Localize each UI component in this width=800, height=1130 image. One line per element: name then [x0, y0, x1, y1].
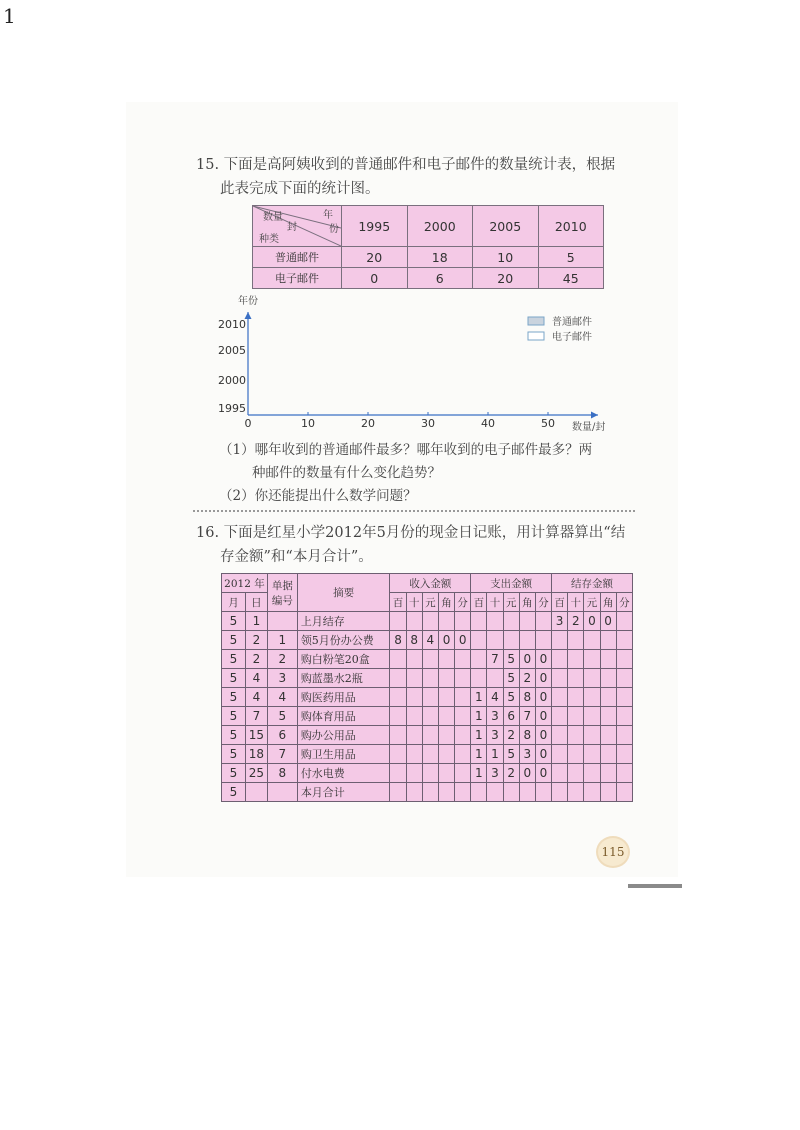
exp-digit-cell: 0	[519, 764, 535, 783]
digit-header: 十	[568, 593, 584, 612]
summary-cell: 付水电费	[297, 764, 390, 783]
exp-digit-cell: 7	[519, 707, 535, 726]
inc-digit-cell: 0	[438, 631, 454, 650]
bal-digit-cell	[584, 688, 600, 707]
exp-digit-cell	[535, 783, 551, 802]
inc-digit-cell	[406, 688, 422, 707]
inc-digit-cell	[406, 650, 422, 669]
inc-digit-cell	[422, 688, 438, 707]
table-row	[253, 247, 604, 268]
month-cell: 5	[222, 612, 246, 631]
x-tick-label: 30	[421, 417, 435, 430]
month-cell: 5	[222, 726, 246, 745]
exp-digit-cell: 0	[519, 650, 535, 669]
inc-digit-cell: 0	[455, 631, 471, 650]
exp-digit-cell	[535, 631, 551, 650]
table-row	[222, 764, 633, 783]
inc-digit-cell	[406, 764, 422, 783]
inc-digit-cell	[390, 612, 406, 631]
inc-digit-cell	[406, 726, 422, 745]
summary-cell: 购蓝墨水2瓶	[297, 669, 390, 688]
inc-digit-cell	[455, 783, 471, 802]
q15-sub1-line1: （1）哪年收到的普通邮件最多？哪年收到的电子邮件最多？两	[219, 442, 593, 458]
h-day: 日	[245, 593, 267, 612]
inc-digit-cell: 8	[406, 631, 422, 650]
value-cell: 0	[342, 268, 408, 289]
inc-digit-cell	[390, 707, 406, 726]
bal-digit-cell	[600, 707, 616, 726]
bal-digit-cell	[616, 631, 632, 650]
y-tick-label: 2005	[218, 344, 246, 357]
x-tick-label: 0	[244, 417, 252, 430]
bal-digit-cell	[552, 783, 568, 802]
inc-digit-cell	[438, 745, 454, 764]
month-cell: 5	[222, 745, 246, 764]
voucher-cell	[267, 612, 297, 631]
table-row	[222, 669, 633, 688]
inc-digit-cell	[406, 783, 422, 802]
bal-digit-cell	[552, 764, 568, 783]
inc-digit-cell	[438, 707, 454, 726]
inc-digit-cell	[455, 745, 471, 764]
summary-cell: 购体育用品	[297, 707, 390, 726]
exp-digit-cell: 0	[535, 707, 551, 726]
inc-digit-cell	[406, 669, 422, 688]
q15-sub2: （2）你还能提出什么数学问题？	[219, 488, 417, 504]
exp-digit-cell	[503, 783, 519, 802]
bal-digit-cell	[616, 745, 632, 764]
inc-digit-cell	[422, 707, 438, 726]
month-cell: 5	[222, 688, 246, 707]
bal-digit-cell	[584, 650, 600, 669]
bal-digit-cell	[552, 669, 568, 688]
inc-digit-cell	[390, 650, 406, 669]
inc-digit-cell: 4	[422, 631, 438, 650]
exp-digit-cell	[471, 783, 487, 802]
h-income: 收入金额	[390, 574, 471, 593]
inc-digit-cell	[438, 688, 454, 707]
exp-digit-cell	[519, 612, 535, 631]
month-cell: 5	[222, 650, 246, 669]
month-cell: 5	[222, 669, 246, 688]
q16-ledger-table	[221, 573, 633, 802]
exp-digit-cell	[519, 631, 535, 650]
voucher-cell: 2	[267, 650, 297, 669]
inc-digit-cell	[406, 745, 422, 764]
exp-digit-cell: 0	[535, 764, 551, 783]
bal-digit-cell	[568, 688, 584, 707]
q15-diagonal-header	[253, 206, 342, 247]
summary-cell: 领5月份办公费	[297, 631, 390, 650]
month-cell: 5	[222, 764, 246, 783]
voucher-cell: 4	[267, 688, 297, 707]
bal-digit-cell	[600, 726, 616, 745]
exp-digit-cell	[487, 612, 503, 631]
month-cell: 5	[222, 783, 246, 802]
table-row	[222, 650, 633, 669]
month-cell: 5	[222, 631, 246, 650]
bal-digit-cell	[568, 650, 584, 669]
exp-digit-cell: 1	[487, 745, 503, 764]
bal-digit-cell	[568, 745, 584, 764]
exp-digit-cell: 1	[471, 764, 487, 783]
exp-digit-cell	[471, 650, 487, 669]
exp-digit-cell: 5	[503, 669, 519, 688]
bal-digit-cell	[552, 726, 568, 745]
h-balance: 结存金额	[552, 574, 633, 593]
inc-digit-cell	[455, 650, 471, 669]
exp-digit-cell: 2	[503, 726, 519, 745]
table-row	[222, 726, 633, 745]
table-row	[253, 268, 604, 289]
bal-digit-cell	[600, 650, 616, 669]
inc-digit-cell	[422, 764, 438, 783]
exp-digit-cell: 5	[503, 688, 519, 707]
legend-label: 普通邮件	[552, 317, 592, 328]
bal-digit-cell	[568, 726, 584, 745]
value-cell: 18	[407, 247, 473, 268]
voucher-cell: 3	[267, 669, 297, 688]
h-month: 月	[222, 593, 246, 612]
bal-digit-cell	[568, 707, 584, 726]
inc-digit-cell	[390, 764, 406, 783]
digit-header: 元	[422, 593, 438, 612]
legend-swatch	[528, 317, 544, 325]
y-tick-label: 2000	[218, 374, 246, 387]
q16-title-line2: 存金额”和“本月合计”。	[220, 549, 373, 565]
bal-digit-cell	[616, 688, 632, 707]
exp-digit-cell	[535, 612, 551, 631]
exp-digit-cell: 1	[471, 745, 487, 764]
exp-digit-cell: 0	[535, 688, 551, 707]
bal-digit-cell	[616, 669, 632, 688]
bal-digit-cell	[584, 707, 600, 726]
bal-digit-cell	[584, 726, 600, 745]
bal-digit-cell	[568, 764, 584, 783]
day-cell: 4	[245, 688, 267, 707]
q15-table	[252, 205, 604, 289]
y-tick-label: 1995	[218, 402, 246, 415]
exp-digit-cell: 0	[535, 726, 551, 745]
bal-digit-cell: 0	[600, 612, 616, 631]
exp-digit-cell: 7	[487, 650, 503, 669]
corner-number: 1	[3, 4, 16, 28]
inc-digit-cell	[455, 688, 471, 707]
inc-digit-cell	[406, 612, 422, 631]
summary-cell: 本月合计	[297, 783, 390, 802]
exp-digit-cell	[471, 631, 487, 650]
digit-header: 百	[390, 593, 406, 612]
day-cell: 4	[245, 669, 267, 688]
bal-digit-cell: 2	[568, 612, 584, 631]
exp-digit-cell: 3	[487, 707, 503, 726]
exp-digit-cell: 2	[503, 764, 519, 783]
bal-digit-cell	[616, 783, 632, 802]
digit-header: 分	[535, 593, 551, 612]
bal-digit-cell	[600, 631, 616, 650]
table-row	[222, 631, 633, 650]
inc-digit-cell	[438, 764, 454, 783]
bal-digit-cell	[584, 631, 600, 650]
exp-digit-cell	[471, 669, 487, 688]
x-tick-label: 40	[481, 417, 495, 430]
inc-digit-cell	[422, 745, 438, 764]
inc-digit-cell	[455, 764, 471, 783]
inc-digit-cell: 8	[390, 631, 406, 650]
decorative-bar	[628, 884, 682, 888]
row-label: 普通邮件	[253, 247, 342, 268]
exp-digit-cell	[487, 631, 503, 650]
table-row	[222, 612, 633, 631]
year-cell: 1995	[342, 206, 408, 247]
q15-title-line1: 15. 下面是高阿姨收到的普通邮件和电子邮件的数量统计表，根据	[196, 157, 616, 173]
header-year: 年	[323, 210, 333, 221]
bal-digit-cell	[584, 764, 600, 783]
exp-digit-cell: 0	[535, 669, 551, 688]
summary-cell: 购白粉笔20盒	[297, 650, 390, 669]
exp-digit-cell	[487, 783, 503, 802]
bal-digit-cell	[600, 669, 616, 688]
exp-digit-cell: 3	[519, 745, 535, 764]
day-cell	[245, 783, 267, 802]
day-cell: 18	[245, 745, 267, 764]
exp-digit-cell: 6	[503, 707, 519, 726]
bal-digit-cell	[584, 669, 600, 688]
bal-digit-cell	[584, 745, 600, 764]
year-cell: 2005	[473, 206, 539, 247]
bal-digit-cell	[552, 688, 568, 707]
day-cell: 1	[245, 612, 267, 631]
inc-digit-cell	[422, 612, 438, 631]
inc-digit-cell	[390, 745, 406, 764]
value-cell: 10	[473, 247, 539, 268]
bal-digit-cell	[568, 669, 584, 688]
x-tick-label: 10	[301, 417, 315, 430]
bal-digit-cell	[552, 631, 568, 650]
day-cell: 15	[245, 726, 267, 745]
year-cell: 2010	[538, 206, 604, 247]
inc-digit-cell	[422, 650, 438, 669]
bal-digit-cell	[616, 650, 632, 669]
inc-digit-cell	[422, 669, 438, 688]
page-number: 115	[598, 838, 628, 866]
exp-digit-cell	[487, 669, 503, 688]
voucher-cell: 1	[267, 631, 297, 650]
digit-header: 角	[438, 593, 454, 612]
inc-digit-cell	[438, 669, 454, 688]
exp-digit-cell: 2	[519, 669, 535, 688]
day-cell: 2	[245, 631, 267, 650]
value-cell: 20	[473, 268, 539, 289]
legend-label: 电子邮件	[552, 332, 592, 343]
legend-swatch	[528, 332, 544, 340]
header-quantity: 数量	[263, 212, 283, 223]
inc-digit-cell	[438, 726, 454, 745]
bal-digit-cell	[568, 631, 584, 650]
table-row	[222, 783, 633, 802]
q15-title-line2: 此表完成下面的统计图。	[220, 181, 380, 197]
exp-digit-cell	[503, 631, 519, 650]
bal-digit-cell	[600, 688, 616, 707]
summary-cell: 购卫生用品	[297, 745, 390, 764]
h-expense: 支出金额	[471, 574, 552, 593]
bal-digit-cell	[600, 783, 616, 802]
value-cell: 6	[407, 268, 473, 289]
bal-digit-cell	[552, 707, 568, 726]
chart-xlabel: 数量/封	[572, 422, 606, 433]
exp-digit-cell: 1	[471, 688, 487, 707]
day-cell: 2	[245, 650, 267, 669]
header-letter: 封	[287, 222, 297, 233]
bal-digit-cell	[616, 764, 632, 783]
header-kind: 种类	[259, 234, 279, 245]
header-part: 份	[329, 224, 339, 235]
summary-cell: 购医药用品	[297, 688, 390, 707]
inc-digit-cell	[455, 612, 471, 631]
h-voucher: 单据编号	[267, 574, 297, 612]
voucher-cell: 8	[267, 764, 297, 783]
y-tick-label: 2010	[218, 318, 246, 331]
bal-digit-cell	[600, 745, 616, 764]
digit-header: 十	[487, 593, 503, 612]
inc-digit-cell	[390, 726, 406, 745]
voucher-cell: 5	[267, 707, 297, 726]
value-cell: 5	[538, 247, 604, 268]
exp-digit-cell: 5	[503, 650, 519, 669]
x-tick-label: 20	[361, 417, 375, 430]
month-cell: 5	[222, 707, 246, 726]
bal-digit-cell	[584, 783, 600, 802]
digit-header: 分	[616, 593, 632, 612]
inc-digit-cell	[406, 707, 422, 726]
exp-digit-cell	[471, 612, 487, 631]
exp-digit-cell: 5	[503, 745, 519, 764]
exp-digit-cell: 8	[519, 688, 535, 707]
day-cell: 25	[245, 764, 267, 783]
bal-digit-cell	[616, 726, 632, 745]
exp-digit-cell: 0	[535, 745, 551, 764]
voucher-cell: 6	[267, 726, 297, 745]
summary-cell: 购办公用品	[297, 726, 390, 745]
inc-digit-cell	[438, 650, 454, 669]
h-year: 2012 年	[222, 574, 268, 593]
exp-digit-cell: 4	[487, 688, 503, 707]
row-label: 电子邮件	[253, 268, 342, 289]
divider	[193, 510, 635, 512]
q15-sub1-line2: 种邮件的数量有什么变化趋势？	[252, 465, 441, 481]
inc-digit-cell	[438, 783, 454, 802]
exp-digit-cell: 8	[519, 726, 535, 745]
digit-header: 角	[519, 593, 535, 612]
bal-digit-cell: 3	[552, 612, 568, 631]
digit-header: 分	[455, 593, 471, 612]
exp-digit-cell: 0	[535, 650, 551, 669]
h-summary: 摘要	[297, 574, 390, 612]
bal-digit-cell	[600, 764, 616, 783]
bal-digit-cell	[616, 612, 632, 631]
exp-digit-cell: 3	[487, 764, 503, 783]
inc-digit-cell	[455, 707, 471, 726]
voucher-cell	[267, 783, 297, 802]
bal-digit-cell	[552, 650, 568, 669]
exp-digit-cell: 3	[487, 726, 503, 745]
digit-header: 元	[584, 593, 600, 612]
year-cell: 2000	[407, 206, 473, 247]
summary-cell: 上月结存	[297, 612, 390, 631]
chart-ylabel: 年份	[238, 296, 258, 307]
value-cell: 20	[342, 247, 408, 268]
table-row	[222, 688, 633, 707]
exp-digit-cell: 1	[471, 726, 487, 745]
digit-header: 十	[406, 593, 422, 612]
bal-digit-cell: 0	[584, 612, 600, 631]
exp-digit-cell	[519, 783, 535, 802]
inc-digit-cell	[390, 783, 406, 802]
digit-header: 百	[471, 593, 487, 612]
inc-digit-cell	[455, 669, 471, 688]
q16-title-line1: 16. 下面是红星小学2012年5月份的现金日记账，用计算器算出“结	[196, 525, 626, 541]
digit-header: 元	[503, 593, 519, 612]
inc-digit-cell	[422, 726, 438, 745]
bal-digit-cell	[568, 783, 584, 802]
value-cell: 45	[538, 268, 604, 289]
x-tick-label: 50	[541, 417, 555, 430]
inc-digit-cell	[422, 783, 438, 802]
inc-digit-cell	[438, 612, 454, 631]
voucher-cell: 7	[267, 745, 297, 764]
bal-digit-cell	[616, 707, 632, 726]
bal-digit-cell	[552, 745, 568, 764]
digit-header: 角	[600, 593, 616, 612]
inc-digit-cell	[390, 669, 406, 688]
day-cell: 7	[245, 707, 267, 726]
table-row	[222, 707, 633, 726]
table-row	[222, 745, 633, 764]
inc-digit-cell	[390, 688, 406, 707]
digit-header: 百	[552, 593, 568, 612]
exp-digit-cell: 1	[471, 707, 487, 726]
inc-digit-cell	[455, 726, 471, 745]
exp-digit-cell	[503, 612, 519, 631]
